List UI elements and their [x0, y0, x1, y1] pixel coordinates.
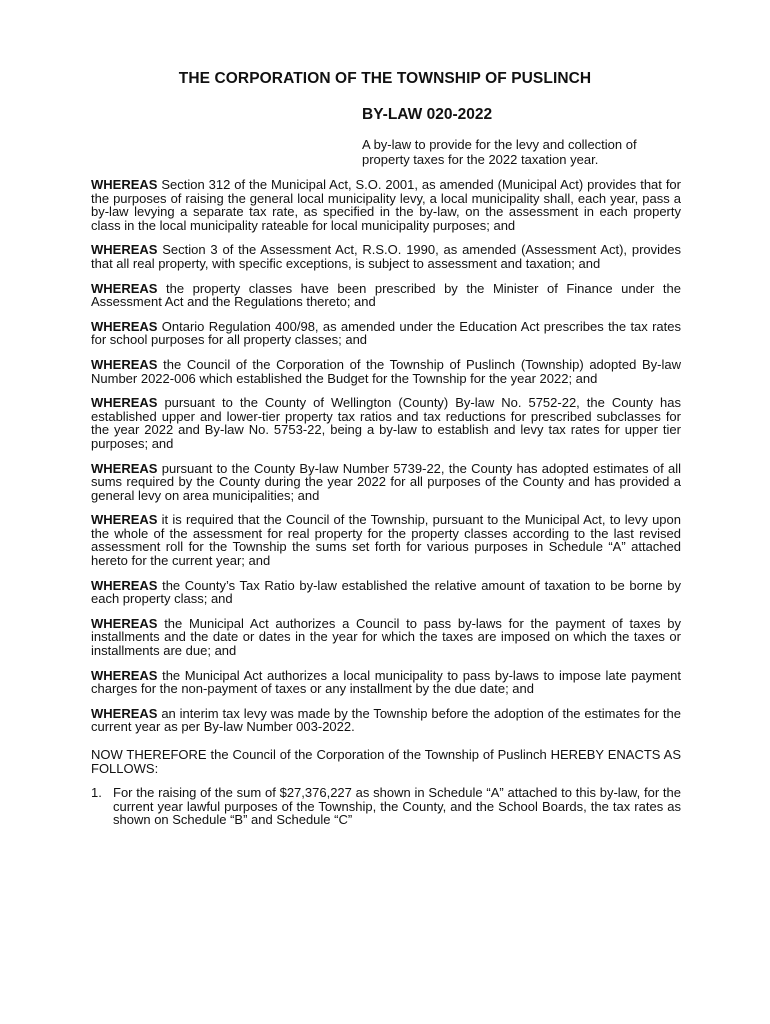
whereas-keyword: WHEREAS — [91, 356, 158, 372]
document-body — [91, 178, 681, 827]
whereas-keyword: WHEREAS — [91, 280, 158, 296]
whereas-keyword: WHEREAS — [91, 395, 158, 411]
recital-text: pursuant to the County of Wellington (County) By-law No. 5752-22, the County has established upper and lower-tier property tax ratios and tax reductions for prescribed subclasses for the year 2022 and By-law No. 5753-22, being a by-law to establish and levy tax rates for upper tier purposes; and — [91, 395, 681, 451]
whereas-keyword: WHEREAS — [91, 705, 158, 721]
recital-paragraph — [91, 462, 681, 503]
recital-paragraph — [91, 358, 681, 385]
whereas-keyword: WHEREAS — [91, 615, 158, 631]
whereas-keyword: WHEREAS — [91, 242, 158, 258]
recital-paragraph — [91, 282, 681, 309]
whereas-keyword: WHEREAS — [91, 460, 158, 476]
recital-text: an interim tax levy was made by the Township before the adoption of the estimates for the current year as per By-law Number 003-2022. — [91, 705, 681, 735]
item-number: 1. — [91, 785, 102, 801]
recital-text: Section 3 of the Assessment Act, R.S.O. 1990, as amended (Assessment Act), provides that all real property, with specific exceptions, is subject to assessment and taxation; and — [91, 242, 681, 271]
recital-paragraph — [91, 707, 681, 734]
recital-text: the Municipal Act authorizes a Council to pass by-laws for the payment of taxes by installments and the date or dates in the year for which the taxes are imposed on which the taxes or installments are due; and — [91, 615, 681, 659]
recital-text: the property classes have been prescribed by the Minister of Finance under the Assessment Act and the Regulations thereto; and — [91, 280, 681, 310]
recital-text: it is required that the Council of the Township, pursuant to the Municipal Act, to levy upon the whole of the assessment for real property for the property classes according to the last revised assessment roll for the Township the sums set forth for various purposes in Schedule “A” attached hereto for the current year; and — [91, 512, 681, 569]
list-item — [91, 785, 681, 828]
bylaw-purpose: A by-law to provide for the levy and collection of property taxes for the 2022 taxation year. — [362, 137, 637, 167]
recital-text: pursuant to the County By-law Number 5739-22, the County has adopted estimates of all sums required by the County during the year 2022 for all purposes of the County and has provided a general levy on area municipalities; and — [91, 460, 681, 503]
recital-paragraph — [91, 320, 681, 347]
whereas-keyword: WHEREAS — [91, 667, 158, 683]
enactment-list — [91, 786, 681, 827]
recital-text: the County’s Tax Ratio by-law established the relative amount of taxation to be borne by each property class; and — [91, 577, 681, 607]
recital-paragraph — [91, 243, 681, 270]
recital-text: the Municipal Act authorizes a local municipality to pass by-laws to impose late payment charges for the non-payment of taxes or any installment by the due date; and — [91, 667, 681, 697]
whereas-keyword: WHEREAS — [91, 577, 158, 593]
recital-text: Section 312 of the Municipal Act, S.O. 2001, as amended (Municipal Act) provides that for the purposes of raising the general local municipality levy, a local municipality shall, each year, pass a by-law levying a separate tax rate, as specified in the by-law, on the assessment in each property class in the local municipality rateable for local municipality purposes; and — [91, 177, 681, 233]
whereas-keyword: WHEREAS — [91, 177, 158, 192]
recital-paragraph — [91, 669, 681, 696]
recital-paragraph — [91, 178, 681, 232]
recital-text: Ontario Regulation 400/98, as amended under the Education Act prescribes the tax rates for school purposes for all property classes; and — [91, 318, 681, 348]
enacting-clause: NOW THEREFORE the Council of the Corporation of the Township of Puslinch HEREBY ENACTS AS FOLLOWS: — [91, 747, 681, 776]
item-text: For the raising of the sum of $27,376,227 as shown in Schedule “A” attached to this by-law, for the current year lawful purposes of the Township, the County, and the School Boards, the tax rates as shown on Schedule “B” and Schedule “C” — [113, 785, 681, 828]
recital-paragraph — [91, 579, 681, 606]
recital-paragraph — [91, 617, 681, 658]
recital-text: the Council of the Corporation of the Township of Puslinch (Township) adopted By-law Number 2022-006 which established the Budget for the Township for the year 2022; and — [91, 356, 681, 386]
document-title: THE CORPORATION OF THE TOWNSHIP OF PUSLINCH — [178, 70, 592, 87]
whereas-keyword: WHEREAS — [91, 512, 158, 528]
recital-paragraph — [91, 396, 681, 450]
recital-paragraph — [91, 513, 681, 567]
bylaw-number: BY-LAW 020-2022 — [362, 106, 493, 123]
whereas-keyword: WHEREAS — [91, 318, 158, 334]
